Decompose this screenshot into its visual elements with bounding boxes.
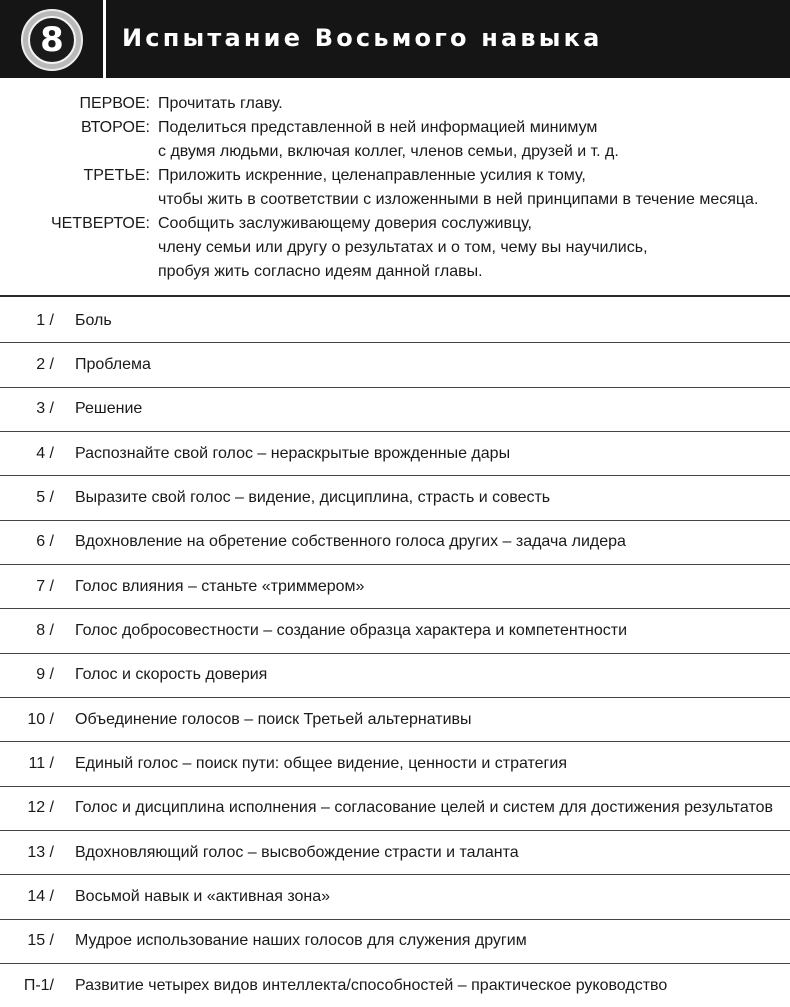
chapter-number: 1 / — [36, 311, 54, 329]
chapter-number: 9 / — [36, 666, 54, 684]
step-text: Прочитать главу. — [158, 95, 283, 112]
number-badge-digit: 8 — [28, 16, 76, 64]
chapter-row-3 — [0, 388, 790, 432]
chapter-title: Единый голос – поиск пути: общее видение, ценности и стратегия — [75, 755, 567, 773]
chapter-title: Объединение голосов – поиск Третьей альтернативы — [75, 710, 472, 728]
chapter-list — [0, 299, 790, 1007]
section-divider — [0, 295, 790, 297]
step-label: ПЕРВОЕ: — [79, 95, 150, 112]
chapter-number: 2 / — [36, 356, 54, 374]
chapter-number: 5 / — [36, 489, 54, 507]
step-label: ТРЕТЬЕ: — [83, 167, 150, 184]
chapter-number: 12 / — [27, 799, 54, 817]
page-title: Испытание Восьмого навыка — [122, 24, 603, 52]
chapter-row-6 — [0, 521, 790, 565]
chapter-title: Восьмой навык и «активная зона» — [75, 888, 331, 906]
chapter-title: Голос и дисциплина исполнения – согласование целей и систем для достижения результатов — [75, 799, 773, 817]
chapter-row-appendix — [0, 964, 790, 1007]
chapter-number: 3 / — [36, 400, 54, 418]
step-third — [0, 164, 790, 212]
chapter-number: 8 / — [36, 622, 54, 640]
chapter-number: 4 / — [36, 444, 54, 462]
chapter-row-4 — [0, 432, 790, 476]
chapter-row-9 — [0, 654, 790, 698]
chapter-row-12 — [0, 787, 790, 831]
chapter-title: Боль — [75, 311, 112, 329]
chapter-title: Проблема — [75, 356, 151, 374]
step-label: ВТОРОЕ: — [81, 119, 150, 136]
step-text: Поделиться представленной в ней информацией минимум с двумя людьми, включая коллег, членов семьи, друзей и т. д. — [158, 119, 619, 160]
chapter-row-8 — [0, 609, 790, 653]
chapter-number: 14 / — [27, 888, 54, 906]
number-badge — [21, 9, 83, 71]
chapter-row-5 — [0, 476, 790, 520]
header-banner — [0, 0, 790, 78]
chapter-row-7 — [0, 565, 790, 609]
chapter-number: 11 / — [28, 755, 54, 773]
chapter-row-14 — [0, 875, 790, 919]
chapter-row-15 — [0, 920, 790, 964]
chapter-title: Голос добросовестности – создание образца характера и компетентности — [75, 622, 628, 640]
chapter-title: Решение — [75, 400, 143, 418]
chapter-title: Вдохновляющий голос – высвобождение страсти и таланта — [75, 843, 519, 861]
step-second — [0, 116, 790, 164]
chapter-row-13 — [0, 831, 790, 875]
step-text: Приложить искренние, целенаправленные усилия к тому, чтобы жить в соответствии с изложенными в ней принципами в течение месяца. — [158, 167, 759, 208]
chapter-number: 10 / — [27, 710, 54, 728]
chapter-number: 13 / — [27, 843, 54, 861]
chapter-title: Голос и скорость доверия — [75, 666, 268, 684]
step-fourth — [0, 212, 790, 284]
step-label: ЧЕТВЕРТОЕ: — [50, 215, 150, 232]
chapter-title: Голос влияния – станьте «триммером» — [75, 577, 365, 595]
chapter-number: 15 / — [27, 932, 54, 950]
chapter-row-1 — [0, 299, 790, 343]
chapter-number: 7 / — [36, 577, 54, 595]
chapter-title: Распознайте свой голос – нераскрытые врожденные дары — [75, 444, 511, 462]
step-text: Сообщить заслуживающему доверия сослуживцу, члену семьи или другу о результатах и о том, чему вы научились, пробуя жить согласно идеям данной главы. — [158, 215, 648, 280]
chapter-title: Вдохновление на обретение собственного голоса других – задача лидера — [75, 533, 626, 551]
chapter-row-10 — [0, 698, 790, 742]
steps-list — [0, 92, 790, 284]
step-first — [0, 92, 790, 116]
chapter-number: П-1/ — [23, 977, 54, 995]
chapter-title: Развитие четырех видов интеллекта/способностей – практическое руководство — [75, 977, 668, 995]
chapter-row-2 — [0, 343, 790, 387]
chapter-title: Мудрое использование наших голосов для служения другим — [75, 932, 527, 950]
header-divider — [103, 0, 106, 78]
chapter-row-11 — [0, 742, 790, 786]
chapter-number: 6 / — [36, 533, 54, 551]
chapter-title: Выразите свой голос – видение, дисциплина, страсть и совесть — [75, 489, 551, 507]
